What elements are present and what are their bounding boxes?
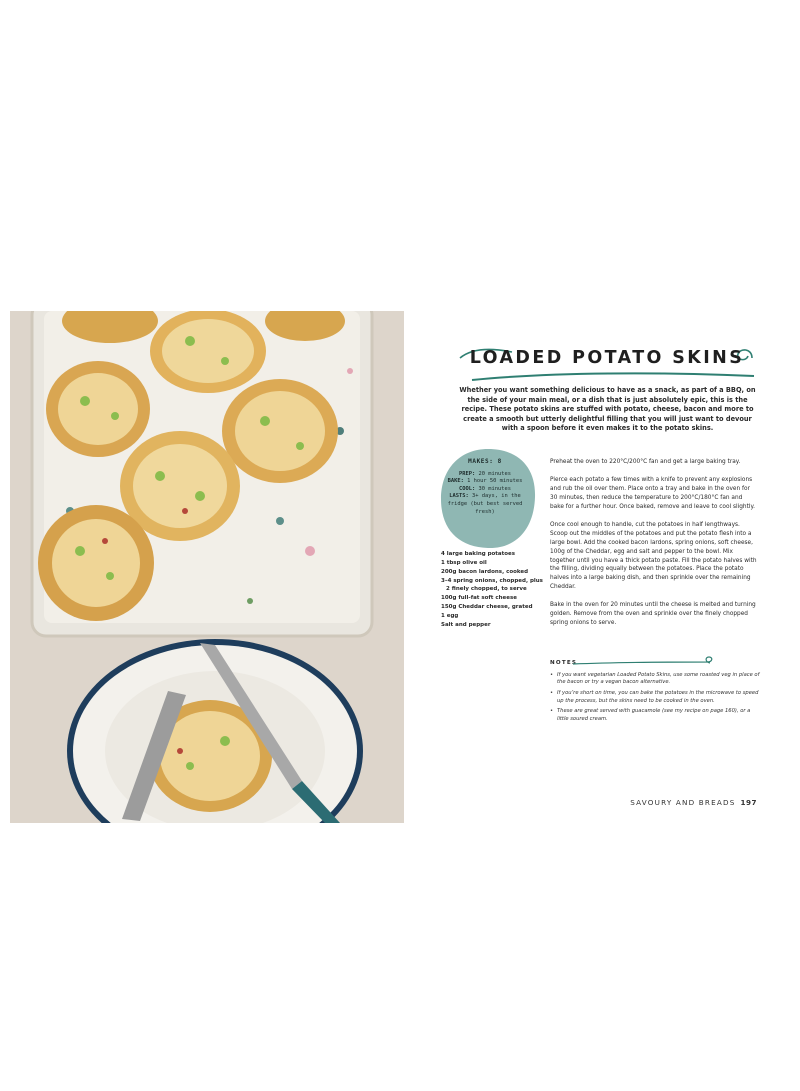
ingredient-item: 2 finely chopped, to serve — [446, 586, 527, 593]
ingredient-item: 200g bacon lardons, cooked — [441, 568, 529, 575]
method-step: Once cool enough to handle, cut the potatoes in half lengthways. Scoop out the middles of the potatoes and put the potato flesh into a large bowl. Add the cooked bacon lardons, spring onions, soft cheese, 100g of the Cheddar, egg and salt and pepper to the bowl. Mix together until you have a thick potato paste. Fill the potato halves with the filling, dividing equally between the potatoes. Place the potato halves into a large baking dish, and then sprinkle over the remaining Cheddar. — [550, 521, 757, 591]
note-item: • If you want vegetarian Loaded Potato Skins, use some roasted veg in place of the bacon or try a vegan bacon alternative. — [550, 672, 760, 686]
method-steps — [550, 458, 758, 637]
ingredient-item: 1 tbsp olive oil — [441, 559, 487, 566]
recipe-photo — [10, 311, 404, 823]
recipe-title-block — [452, 346, 762, 386]
method-step: Preheat the oven to 220°C/200°C fan and get a large baking tray. — [550, 459, 741, 465]
method-step: Bake in the oven for 20 minutes until the cheese is melted and turning golden. Remove from the oven and sprinkle over the finely chopped spring onions to serve. — [550, 602, 756, 627]
notes-swash-decoration — [573, 656, 715, 668]
ingredient-item: 4 large baking potatoes — [441, 551, 516, 557]
note-item: • If you’re short on time, you can bake the potatoes in the microwave to speed up the process, but the skins need to be cooked in the oven. — [550, 690, 759, 704]
bullet-icon: • — [550, 708, 554, 715]
notes-heading: NOTES — [550, 660, 578, 666]
ingredients-list — [441, 550, 546, 630]
makes-label: MAKES: 8 — [468, 458, 502, 465]
ingredient-item: 100g full-fat soft cheese — [441, 595, 517, 602]
bullet-icon: • — [550, 690, 554, 697]
stat-cool: COOL: 30 minutes — [459, 485, 511, 492]
notes-list — [550, 672, 760, 727]
ingredient-item: 1 egg — [441, 612, 459, 619]
recipe-intro: Whether you want something delicious to have as a snack, as part of a BBQ, on the side of your main meal, or a dish that is just absolutely epic, this is the recipe. These potato skins are stuffed with potato, cheese, bacon and more to create a smooth but utterly delightful filling that you will just want to devour with a spoon before it even makes it to the potato skins. — [459, 386, 756, 433]
method-step: Pierce each potato a few times with a knife to prevent any explosions and rub the oil over them. Place onto a tray and bake in the oven for 30 minutes, then reduce the temperature to 200°C/180°C fan and bake for a further hour. Once baked, remove and leave to cool slightly. — [550, 477, 755, 510]
stat-lasts: LASTS: 3+ days, in the fridge (but best served fresh) — [447, 493, 523, 515]
bullet-icon: • — [550, 672, 554, 678]
section-name: SAVOURY AND BREADS — [630, 798, 736, 807]
page-number: 197 — [740, 798, 757, 807]
ingredient-item: 150g Cheddar cheese, grated — [441, 604, 533, 611]
stat-prep: PREP: 20 minutes — [459, 470, 511, 477]
ingredient-item: Salt and pepper — [441, 621, 491, 628]
page-footer — [630, 798, 757, 807]
ingredient-item: 3–4 spring onions, chopped, plus — [441, 577, 543, 584]
note-item: • These are great served with guacamole (see my recipe on page 160), or a little soured cream. — [550, 708, 751, 722]
recipe-stats — [446, 458, 524, 516]
stat-bake: BAKE: 1 hour 50 minutes — [447, 478, 523, 485]
recipe-title: LOADED POTATO SKINS — [469, 348, 745, 368]
